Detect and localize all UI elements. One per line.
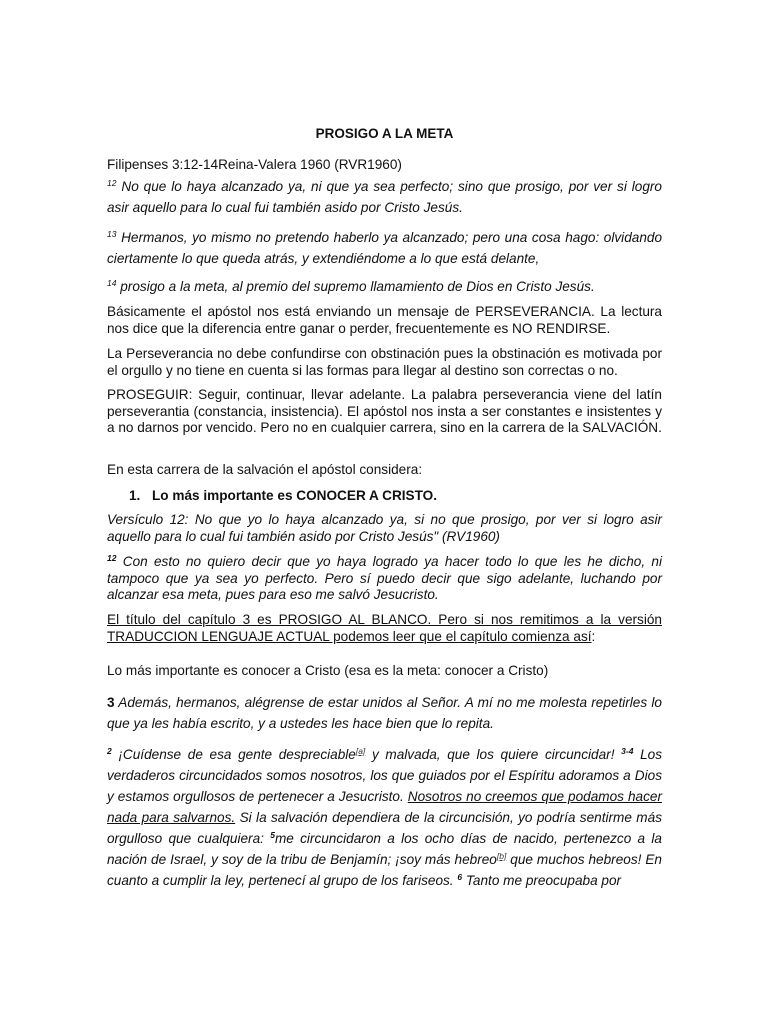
paragraph-carrera: En esta carrera de la salvación el apóstol considera: [107,462,423,477]
verse-text: Tanto me preocupaba por [465,873,622,888]
verse-number: 2 [107,746,112,756]
verse-13 [107,227,662,269]
verse-text: ¡Cuídense de esa gente despreciable [118,747,356,762]
verse-number: 12 [107,178,117,188]
verse-text: me circuncidaron a los ocho días de nacido, pertenezco a la nación de Israel, y soy de la tribu de Benjamín; ¡soy más hebreo [107,831,662,867]
verse-number: 12 [107,553,117,563]
chapter-number: 3 [107,695,115,710]
verse-text: que muchos hebreos! En cuanto a cumplir la ley, pertenecí al grupo de los fariseos. [107,852,662,888]
verse-number: 13 [107,229,117,239]
document-title: PROSIGO A LA META [315,126,454,141]
underlined-text: El título del capítulo 3 es PROSIGO AL BLANCO. Pero si nos remitimos a la versión TRADUCCION LENGUAJE ACTUAL podemos leer que el capítulo comienza así [107,612,662,644]
paragraph-titulo-capitulo [107,612,662,645]
verse-12 [107,176,662,218]
paragraph-proseguir: PROSEGUIR: Seguir, continuar, llevar adelante. La palabra perseverancia viene del latín perseverantia (constancia, insistencia). El apóstol nos insta a ser constantes e insistentes y a no darnos por vencido. Pero no en cualquier carrera, sino en la carrera de la SALVACIÓN. [107,387,662,436]
verse-text: Si la salvación dependiera de la circuncisión, yo podría sentirme más orgulloso que cualquiera: [107,810,662,846]
paragraph-meta: Lo más importante es conocer a Cristo (esa es la meta: conocer a Cristo) [107,663,549,678]
verse-text: No que lo haya alcanzado ya, ni que ya sea perfecto; sino que prosigo, por ver si logro asir aquello para lo cual fui también asido por Cristo Jesús. [107,179,662,215]
verse-text: Hermanos, yo mismo no pretendo haberlo ya alcanzado; pero una cosa hago: olvidando ciertamente lo que queda atrás, y extendiéndome a lo que está delante, [107,230,662,266]
verse-text: Además, hermanos, alégrense de estar unidos al Señor. A mí no me molesta repetirles lo que ya les había escrito, y a ustedes les hace bien que lo repita. [107,695,662,731]
verse-text: prosigo a la meta, al premio del supremo llamamiento de Dios en Cristo Jesús. [120,279,595,294]
underlined-text: Nosotros no creemos que podamos hacer nada para salvarnos. [107,789,662,825]
verse-text: y malvada, que los quiere circuncidar! [365,747,622,762]
verse-number: 3-4 [621,746,634,756]
numbered-heading [129,488,437,503]
heading-text: Lo más importante es CONOCER A CRISTO. [152,488,438,503]
versiculo-12-quote: Versículo 12: No que yo lo haya alcanzado ya, si no que prosigo, por ver si logro asir aquello para lo cual fui también asido por Cristo Jesús" (RV1960) [107,512,662,544]
chapter-3-verse-1 [107,692,662,734]
chapter-3-verses-2-6 [107,744,662,891]
colon-text: : [591,628,596,644]
paragraph-obstinacion: La Perseverancia no debe confundirse con obstinación pues la obstinación es motivada por el orgullo y no tiene en cuenta si las formas para llegar al destino son correctas o no. [107,346,662,378]
verse-number: 5 [270,830,275,840]
verse-text: Los verdaderos circuncidados somos nosotros, los que guiados por el Espíritu adoramos a Dios y estamos orgullosos de pertenecer a Jesucristo. [107,747,663,804]
heading-number: 1. [129,488,141,503]
tla-verse-12 [107,554,662,604]
verse-number: 14 [107,278,117,288]
paragraph-perseverancia: Básicamente el apóstol nos está enviando un mensaje de PERSEVERANCIA. La lectura nos dice que la diferencia entre ganar o perder, frecuentemente es NO RENDIRSE. [107,304,662,336]
footnote-link[interactable]: [a] [355,746,366,756]
scripture-reference: Filipenses 3:12-14Reina-Valera 1960 (RVR1960) [107,157,402,172]
verse-number: 6 [457,872,463,882]
verse-14 [107,279,662,296]
verse-text: Con esto no quiero decir que yo haya logrado ya hacer todo lo que les he dicho, ni tampoco que ya sea yo perfecto. Pero sí puedo decir que sigo adelante, luchando por alcanzar esa meta, pues para eso me salvó Jesucristo. [107,554,662,603]
footnote-link[interactable]: [b] [496,851,507,861]
